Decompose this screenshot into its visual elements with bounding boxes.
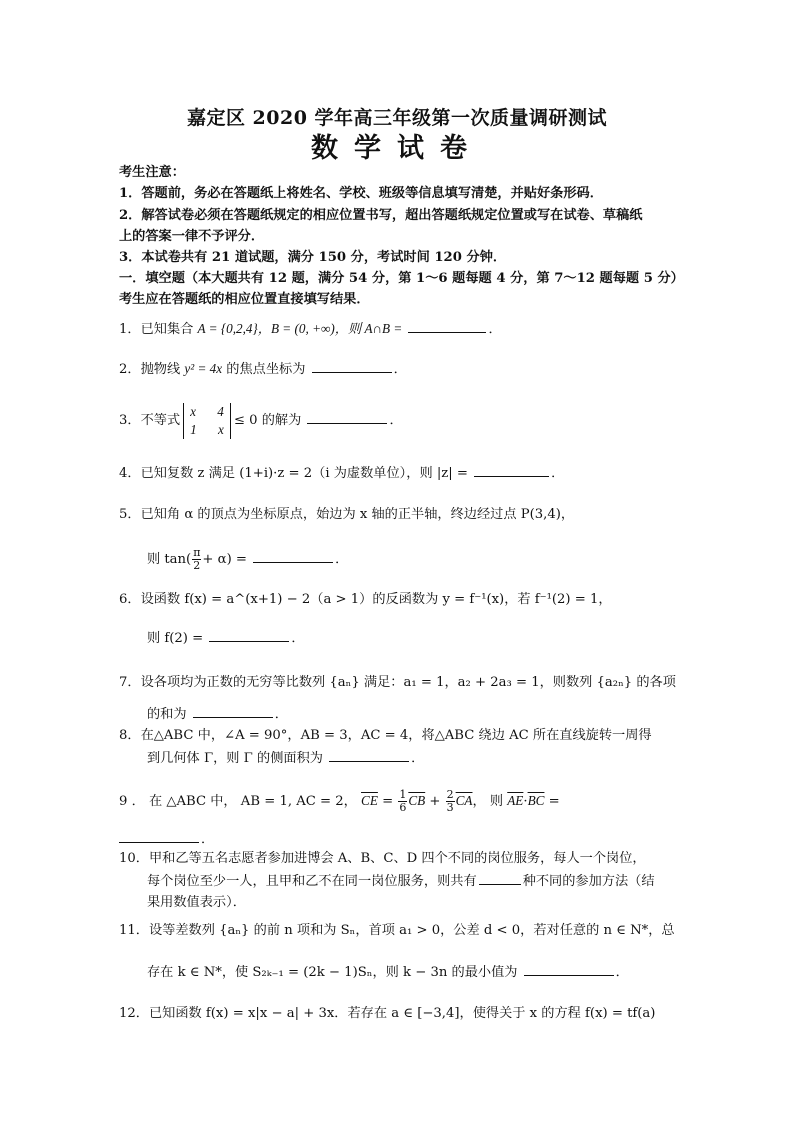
- section-heading: 一．填空题（本大题共有 12 题，满分 54 分，第 1～6 题每题 4 分，第 7～12 题每题 5 分）: [119, 271, 684, 286]
- question-3-text-mid: ≤ 0 的解为: [233, 413, 302, 428]
- fraction-denominator: 6: [399, 801, 407, 814]
- question-11-line-2: [147, 961, 629, 984]
- answer-blank-5[interactable]: [253, 548, 333, 563]
- question-5-end: ．: [335, 552, 349, 567]
- notice-item-2: 2．解答试卷必须在答题纸规定的相应位置书写，超出答题纸规定位置或写在试卷、草稿纸: [119, 208, 643, 223]
- answer-blank-9[interactable]: [119, 828, 199, 843]
- question-7-line-2: [147, 703, 288, 726]
- question-5-tan: 则 tan(: [147, 552, 192, 567]
- question-4-end: ．: [551, 466, 565, 481]
- question-9-equals-2: =: [544, 794, 560, 809]
- notice-item-3: 3．本试卷共有 21 道试题，满分 150 分，考试时间 120 分钟．: [119, 250, 507, 265]
- fraction-numerator: π: [193, 546, 201, 559]
- answer-blank-4[interactable]: [474, 462, 549, 477]
- answer-blank-1[interactable]: [408, 318, 486, 333]
- question-8-text-2: 到几何体 Γ，则 Γ 的侧面积为: [147, 751, 323, 766]
- determinant-row-2: 1 x: [190, 421, 224, 437]
- question-2: [119, 358, 679, 381]
- question-6-end: ．: [291, 631, 305, 646]
- question-8-line-2: [147, 747, 424, 770]
- question-2-text: 2．抛物线: [119, 362, 181, 377]
- determinant: [183, 403, 231, 439]
- question-3: [119, 402, 679, 440]
- determinant-row-1: x 4: [190, 403, 224, 419]
- fraction-numerator: 1: [399, 788, 407, 801]
- question-1-text: 1．已知集合: [119, 322, 194, 337]
- question-5-line-2: [147, 547, 348, 572]
- question-2-text-mid: 的焦点坐标为: [226, 362, 306, 377]
- question-4-math: z 满足 (1+i)·z = 2（i 为虚数单位），则 |z| =: [197, 466, 468, 481]
- question-12: 12．已知函数 f(x) = x|x − a| + 3x．若存在 a ∈ [−3,4]，使得关于 x 的方程 f(x) = tf(a): [119, 1006, 656, 1021]
- question-11-end: ．: [615, 965, 629, 980]
- question-9-dot: ·: [523, 794, 528, 809]
- section-instruction: 考生应在答题纸的相应位置直接填写结果．: [119, 292, 370, 307]
- question-9-text: 9 ． 在 △ABC 中， AB = 1, AC = 2，: [119, 794, 362, 809]
- question-9-end: ．: [201, 832, 215, 847]
- question-4-text: 4．已知复数: [119, 466, 194, 481]
- question-1-math: A = {0,2,4}，B = (0, +∞)，则 A∩B =: [197, 321, 403, 336]
- question-7-text-2: 的和为: [147, 707, 187, 722]
- answer-blank-11[interactable]: [524, 961, 614, 976]
- question-3-end: ．: [389, 413, 403, 428]
- fraction-denominator: 3: [446, 801, 454, 814]
- question-6: 6．设函数 f(x) = a^(x+1) − 2（a > 1）的反函数为 y = f⁻¹(x)，若 f⁻¹(2) = 1，: [119, 592, 612, 607]
- question-4: [119, 462, 679, 485]
- question-6-line-2: [147, 627, 305, 650]
- question-3-text: 3．不等式: [119, 413, 181, 428]
- question-2-end: ．: [393, 362, 407, 377]
- question-11-text-2: 存在 k ∈ N*，使 S₂ₖ₋₁ = (2k − 1)Sₙ，则 k − 3n 的最小值为: [147, 965, 518, 980]
- exam-subtitle: 数学试卷: [311, 133, 483, 164]
- exam-title: 嘉定区 2020 学年高三年级第一次质量调研测试: [186, 107, 608, 129]
- question-10-text-2-end: 种不同的参加方法（结: [522, 874, 655, 889]
- notice-item-1: 1．答题前，务必在答题纸上将姓名、学校、班级等信息填写清楚，并贴好条形码．: [119, 186, 603, 201]
- question-2-math: y² = 4x: [184, 361, 223, 376]
- answer-blank-3[interactable]: [307, 409, 387, 424]
- question-7-end: ．: [274, 707, 288, 722]
- fraction-pi-over-2: [192, 547, 201, 572]
- question-1-end: ．: [488, 322, 502, 337]
- question-9-plus: +: [425, 794, 445, 809]
- answer-blank-7[interactable]: [193, 703, 273, 718]
- question-10-text-2: 每个岗位至少一人，且甲和乙不在同一岗位服务，则共有: [147, 874, 477, 889]
- answer-blank-10[interactable]: [479, 870, 521, 885]
- question-7: 7．设各项均为正数的无穷等比数列 {aₙ} 满足：a₁ = 1，a₂ + 2a₃ = 1，则数列 {a₂ₙ} 的各项: [119, 675, 676, 690]
- notice-item-2-cont: 上的答案一律不予评分．: [119, 229, 265, 244]
- question-9: [119, 782, 679, 821]
- question-6-text-2: 则 f(2) =: [147, 631, 204, 646]
- question-5-tan-end: + α) =: [202, 552, 247, 567]
- vector-cb: $\overline{CB}$: [408, 793, 426, 808]
- answer-blank-2[interactable]: [312, 358, 392, 373]
- fraction-numerator: 2: [446, 788, 454, 801]
- question-8-end: ．: [411, 751, 425, 766]
- vector-ca: $\overline{CA}$: [455, 793, 473, 808]
- question-9-then: ， 则: [472, 794, 508, 809]
- question-8: 8．在△ABC 中，∠A = 90°，AB = 3，AC = 4，将△ABC 绕边 AC 所在直线旋转一周得: [119, 728, 652, 743]
- question-10-line-3: 果用数值表示）．: [147, 895, 246, 910]
- question-5: 5．已知角 α 的顶点为坐标原点，始边为 x 轴的正半轴，终边经过点 P(3,4)，: [119, 507, 575, 522]
- fraction-two-thirds: [446, 789, 455, 814]
- question-10-line-2: [147, 870, 655, 893]
- notice-heading: 考生注意：: [119, 165, 185, 180]
- question-11: 11．设等差数列 {aₙ} 的前 n 项和为 Sₙ，首项 a₁ > 0，公差 d < 0，若对任意的 n ∈ N*，总: [119, 923, 675, 938]
- question-1: [119, 318, 679, 341]
- vector-ae: $\overline{AE}$: [507, 793, 524, 808]
- vector-bc: $\overline{BC}$: [527, 793, 545, 808]
- answer-blank-8[interactable]: [329, 747, 409, 762]
- fraction-denominator: 2: [193, 559, 201, 572]
- question-9-equals: =: [377, 794, 398, 809]
- question-10: 10．甲和乙等五名志愿者参加进博会 A、B、C、D 四个不同的岗位服务，每人一个岗位，: [119, 851, 646, 866]
- vector-ce: $\overline{CE}$: [361, 793, 378, 808]
- fraction-one-sixth: [398, 789, 407, 814]
- answer-blank-6[interactable]: [209, 627, 289, 642]
